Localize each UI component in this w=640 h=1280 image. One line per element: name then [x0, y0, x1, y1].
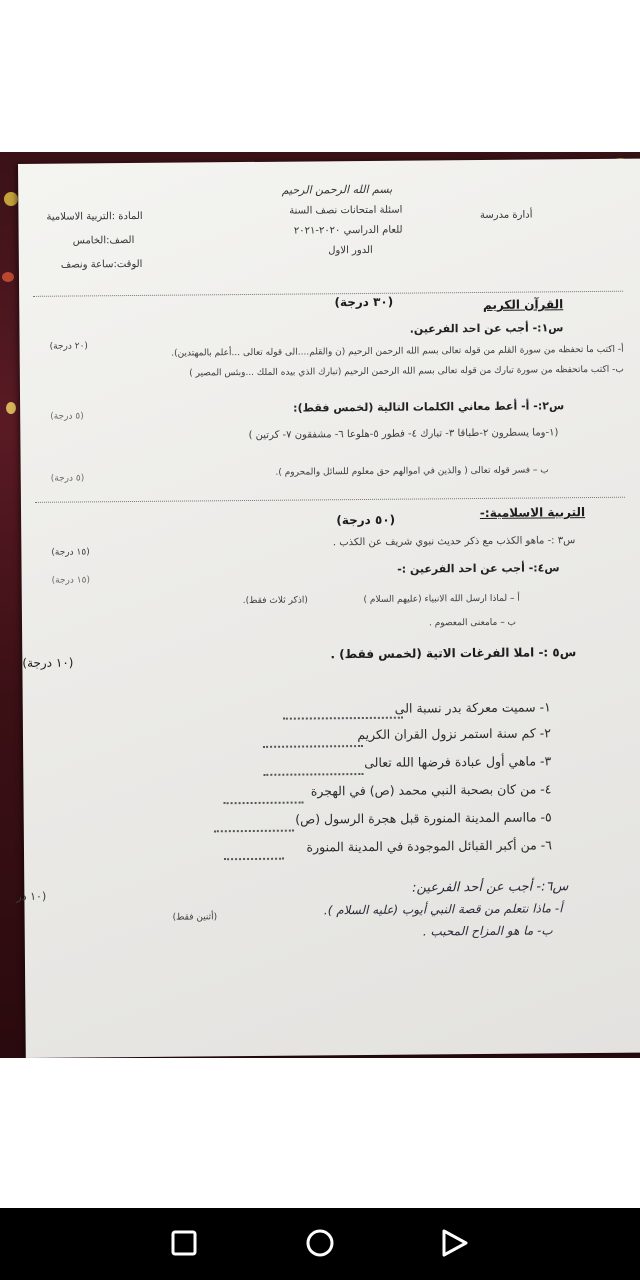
back-icon[interactable] [440, 1228, 470, 1262]
blank-line [283, 717, 403, 720]
q4-branch-a: أ – لماذا ارسل الله الانبياء (عليهم السلام ) [363, 593, 520, 606]
academic-year: للعام الدراسي ٢٠٢٠-٢٠٢١ [293, 224, 403, 237]
q1-marks: (٢٠ درجة) [49, 341, 88, 352]
q6-branch-a-note: (أثنين فقط) [172, 912, 218, 923]
exam-title: اسئلة امتحانات نصف السنة [289, 204, 403, 217]
q1-branch-a: أ- اكتب ما تحفظه من سورة القلم من قوله تعالى بسم الله الرحمن الرحيم (ن والقلم....الى قوله تعالى ...أعلم بالمهتدين). [171, 344, 624, 359]
islamic-heading: التربية الاسلامية:- [479, 505, 586, 520]
fabric-pattern [4, 192, 18, 206]
q5-item-2: ٢- كم سنة استمر نزول القران الكريم [357, 725, 552, 743]
school-name: أدارة مدرسة [479, 209, 533, 221]
fabric-pattern [6, 402, 16, 414]
navigation-bar [0, 1208, 640, 1280]
q1-branch-b: ب- اكتب ماتحفظه من سورة تبارك من قوله تعالى بسم الله الرحمن الرحيم (تبارك الذي بيده الملك ...وبئس المصير ) [189, 364, 624, 379]
q4-branch-a-note: (اذكر ثلاث فقط). [242, 595, 308, 607]
q2-label: س٢:- أ- أعط معاني الكلمات التالية (لخمس فقط): [293, 399, 565, 415]
islamic-marks: (٥٠ درجة) [336, 512, 396, 528]
fabric-pattern [2, 272, 14, 282]
blank-line [224, 802, 304, 805]
quran-marks: (٣٠ درجة) [334, 294, 394, 310]
q5-item-4: ٤- من كان بصحبة النبي محمد (ص) في الهجرة [310, 781, 552, 799]
q4-branch-b: ب – مامعنى المعصوم . [428, 617, 517, 629]
q2-words: (١-وما يسطرون ٢-طباقا ٣- تبارك ٤- فطور ٥-هلوعا ٦- مشفقون ٧- كرتين ) [248, 427, 559, 441]
subject: المادة :التربية الاسلامية [46, 210, 143, 223]
q6-label: س٦:- أجب عن أحد الفرعين: [411, 879, 569, 896]
exam-time: الوقت:ساعة ونصف [60, 258, 143, 271]
quran-heading: القرآن الكريم [482, 297, 564, 312]
blank-line [263, 773, 363, 776]
q6-marks: (١٠ در [16, 889, 47, 904]
q3-label: س٣ :- ماهو الكذب مع ذكر حديث نبوي شريف عن الكذب . [332, 535, 576, 549]
q2b-marks: (٥ درجة) [50, 473, 85, 484]
q6-branch-b: ب- ما هو المزاح المحبب . [422, 923, 553, 939]
q5-label: س٥ :- املا الفرغات الاتية (لخمس فقط) . [330, 645, 577, 662]
q5-marks: (١٠ درجة) [22, 655, 74, 670]
q3-marks: (١٥ درجة) [51, 547, 90, 558]
section-divider [35, 497, 625, 503]
q5-item-1: ١- سميت معركة بدر نسبة الى [394, 699, 551, 716]
q2-marks: (٥ درجة) [50, 411, 84, 422]
q5-item-5: ٥- مااسم المدينة المنورة قبل هجرة الرسول (ص) [295, 809, 552, 827]
q5-item-6: ٦- من أكبر القبائل الموجودة في المدينة المنورة [306, 837, 553, 855]
grade: الصف:الخامس [72, 234, 135, 247]
q1-label: س١:- أجب عن احد الفرعين. [409, 321, 564, 336]
exam-photo [0, 152, 640, 1058]
blank-line [214, 830, 294, 833]
q6-branch-a: أ- ماذا نتعلم من قصة النبي أيوب (عليه السلام ). [323, 901, 563, 918]
q4-label: س٤:- أجب عن احد الفرعين :- [397, 561, 560, 576]
q2-branch-b: ب – فسر قوله تعالى ( والذين في اموالهم حق معلوم للسائل والمحروم ). [275, 465, 549, 478]
blank-line [224, 858, 284, 861]
q5-item-3: ٣- ماهي أول عبادة فرضها الله تعالى [364, 753, 552, 771]
exam-paper [18, 159, 640, 1058]
header-divider [33, 291, 623, 297]
q4-marks: (١٥ درجة) [51, 575, 90, 586]
home-icon[interactable] [305, 1228, 335, 1262]
recent-apps-icon[interactable] [170, 1228, 200, 1262]
exam-round: الدور الاول [328, 244, 373, 257]
basmala: بسم الله الرحمن الرحيم [281, 182, 393, 197]
blank-line [263, 745, 363, 748]
